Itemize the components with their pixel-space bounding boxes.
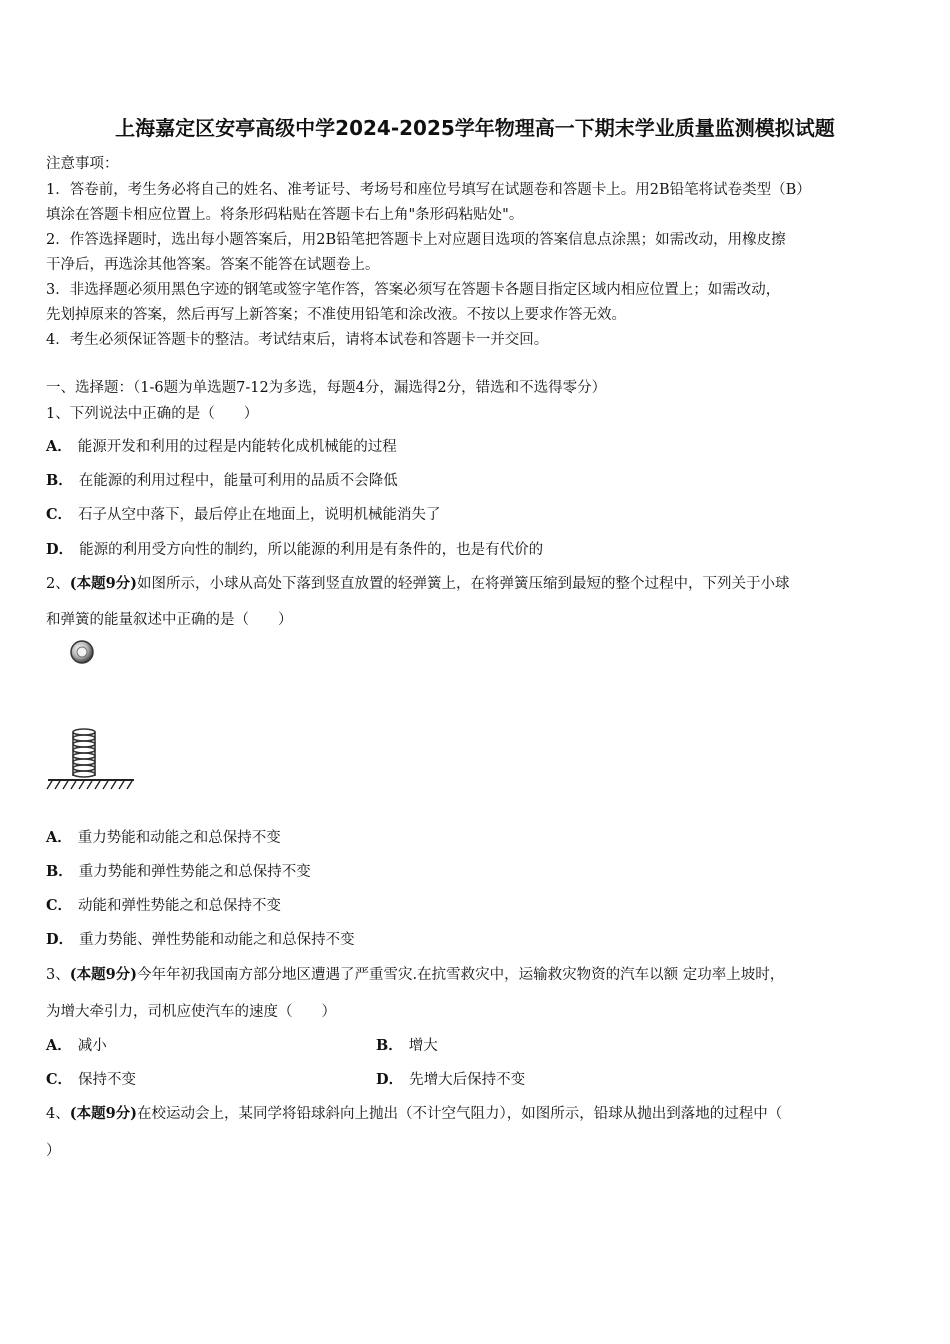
q3-stem-text: 今年年初我国南方部分地区遭遇了严重雪灾.在抗雪救灾中，运输救灾物资的汽车以额 定功率上坡时， <box>137 967 785 983</box>
q2-option-c <box>46 894 281 915</box>
option-letter: C． <box>46 1071 73 1088</box>
q3-option-b <box>376 1034 438 1055</box>
q3-stem-line1 <box>46 963 784 984</box>
q4-number: 4、 <box>46 1106 70 1122</box>
option-text: 能源开发和利用的过程是内能转化成机械能的过程 <box>77 439 397 455</box>
ball-spring-figure <box>44 636 140 796</box>
option-letter: D． <box>46 931 74 948</box>
q2-score: (本题9分) <box>69 575 138 592</box>
option-text: 石子从空中落下，最后停止在地面上，说明机械能消失了 <box>78 507 441 523</box>
option-letter: C． <box>46 506 73 523</box>
option-letter: D． <box>46 541 74 558</box>
option-text: 减小 <box>77 1038 107 1054</box>
option-letter: B． <box>46 863 73 880</box>
q3-option-d <box>376 1068 525 1089</box>
notice-line: 2．作答选择题时，选出每小题答案后，用2B铅笔把答题卡上对应题目选项的答案信息点涂黑；如需改动，用橡皮擦 <box>46 232 786 248</box>
option-letter: A． <box>46 829 72 846</box>
option-letter: A． <box>46 438 72 455</box>
q1-option-d <box>46 538 543 559</box>
q3-stem-line2: 为增大牵引力，司机应使汽车的速度（ ） <box>46 1004 336 1020</box>
option-text: 先增大后保持不变 <box>409 1072 526 1088</box>
q3-number: 3、 <box>46 967 70 983</box>
q3-option-a <box>46 1034 107 1055</box>
q3-score: (本题9分) <box>69 966 138 983</box>
notice-line: 先划掉原来的答案，然后再写上新答案；不准使用铅笔和涂改液。不按以上要求作答无效。 <box>46 307 626 323</box>
q4-stem-line1 <box>46 1102 782 1123</box>
option-text: 增大 <box>408 1038 438 1054</box>
q1-option-b <box>46 469 398 490</box>
ground-icon <box>47 780 134 789</box>
option-letter: C． <box>46 897 73 914</box>
option-letter: B． <box>46 472 73 489</box>
option-text: 动能和弹性势能之和总保持不变 <box>78 898 282 914</box>
option-text: 重力势能和弹性势能之和总保持不变 <box>78 864 311 880</box>
q1-stem: 1、下列说法中正确的是（ ） <box>46 406 259 422</box>
option-letter: B． <box>376 1037 403 1054</box>
q4-stem-text: 在校运动会上，某同学将铅球斜向上抛出（不计空气阻力），如图所示，铅球从抛出到落地的过程中（ <box>137 1106 783 1122</box>
q2-option-b <box>46 860 311 881</box>
option-text: 重力势能和动能之和总保持不变 <box>77 830 281 846</box>
q2-stem-text: 如图所示，小球从高处下落到竖直放置的轻弹簧上，在将弹簧压缩到最短的整个过程中，下列关于小球 <box>137 576 790 592</box>
option-letter: D． <box>376 1071 404 1088</box>
option-letter: A． <box>46 1037 72 1054</box>
option-text: 在能源的利用过程中，能量可利用的品质不会降低 <box>78 473 398 489</box>
q2-stem-line1 <box>46 572 790 593</box>
q2-stem-line2: 和弹簧的能量叙述中正确的是（ ） <box>46 612 293 628</box>
q2-number: 2、 <box>46 576 70 592</box>
q1-option-a <box>46 435 397 456</box>
q2-option-a <box>46 826 281 847</box>
q4-stem-line2: ） <box>46 1143 61 1159</box>
option-text: 保持不变 <box>78 1072 137 1088</box>
q2-option-d <box>46 928 355 949</box>
spring-icon <box>73 729 95 777</box>
notice-line: 1．答卷前，考生务必将自己的姓名、准考证号、考场号和座位号填写在试题卷和答题卡上。用2B铅笔将试卷类型（B） <box>46 182 811 198</box>
q1-option-c <box>46 503 441 524</box>
page-title: 上海嘉定区安亭高级中学2024-2025学年物理高一下期末学业质量监测模拟试题 <box>115 116 835 140</box>
option-text: 能源的利用受方向性的制约，所以能源的利用是有条件的，也是有代价的 <box>79 542 544 558</box>
notice-line: 4．考生必须保证答题卡的整洁。考试结束后，请将本试卷和答题卡一并交回。 <box>46 332 549 348</box>
notice-line: 填涂在答题卡相应位置上。将条形码粘贴在答题卡右上角"条形码粘贴处"。 <box>46 207 524 223</box>
notice-line: 3．非选择题必须用黑色字迹的钢笔或签字笔作答，答案必须写在答题卡各题目指定区域内相应位置上；如需改动， <box>46 282 781 298</box>
option-text: 重力势能、弹性势能和动能之和总保持不变 <box>79 932 355 948</box>
q3-option-c <box>46 1068 136 1089</box>
q4-score: (本题9分) <box>69 1105 138 1122</box>
notice-heading: 注意事项： <box>46 156 119 172</box>
notice-line: 干净后，再选涂其他答案。答案不能答在试题卷上。 <box>46 257 380 273</box>
section-heading: 一、选择题：（1-6题为单选题7-12为多选，每题4分，漏选得2分，错选和不选得零分） <box>46 380 607 396</box>
